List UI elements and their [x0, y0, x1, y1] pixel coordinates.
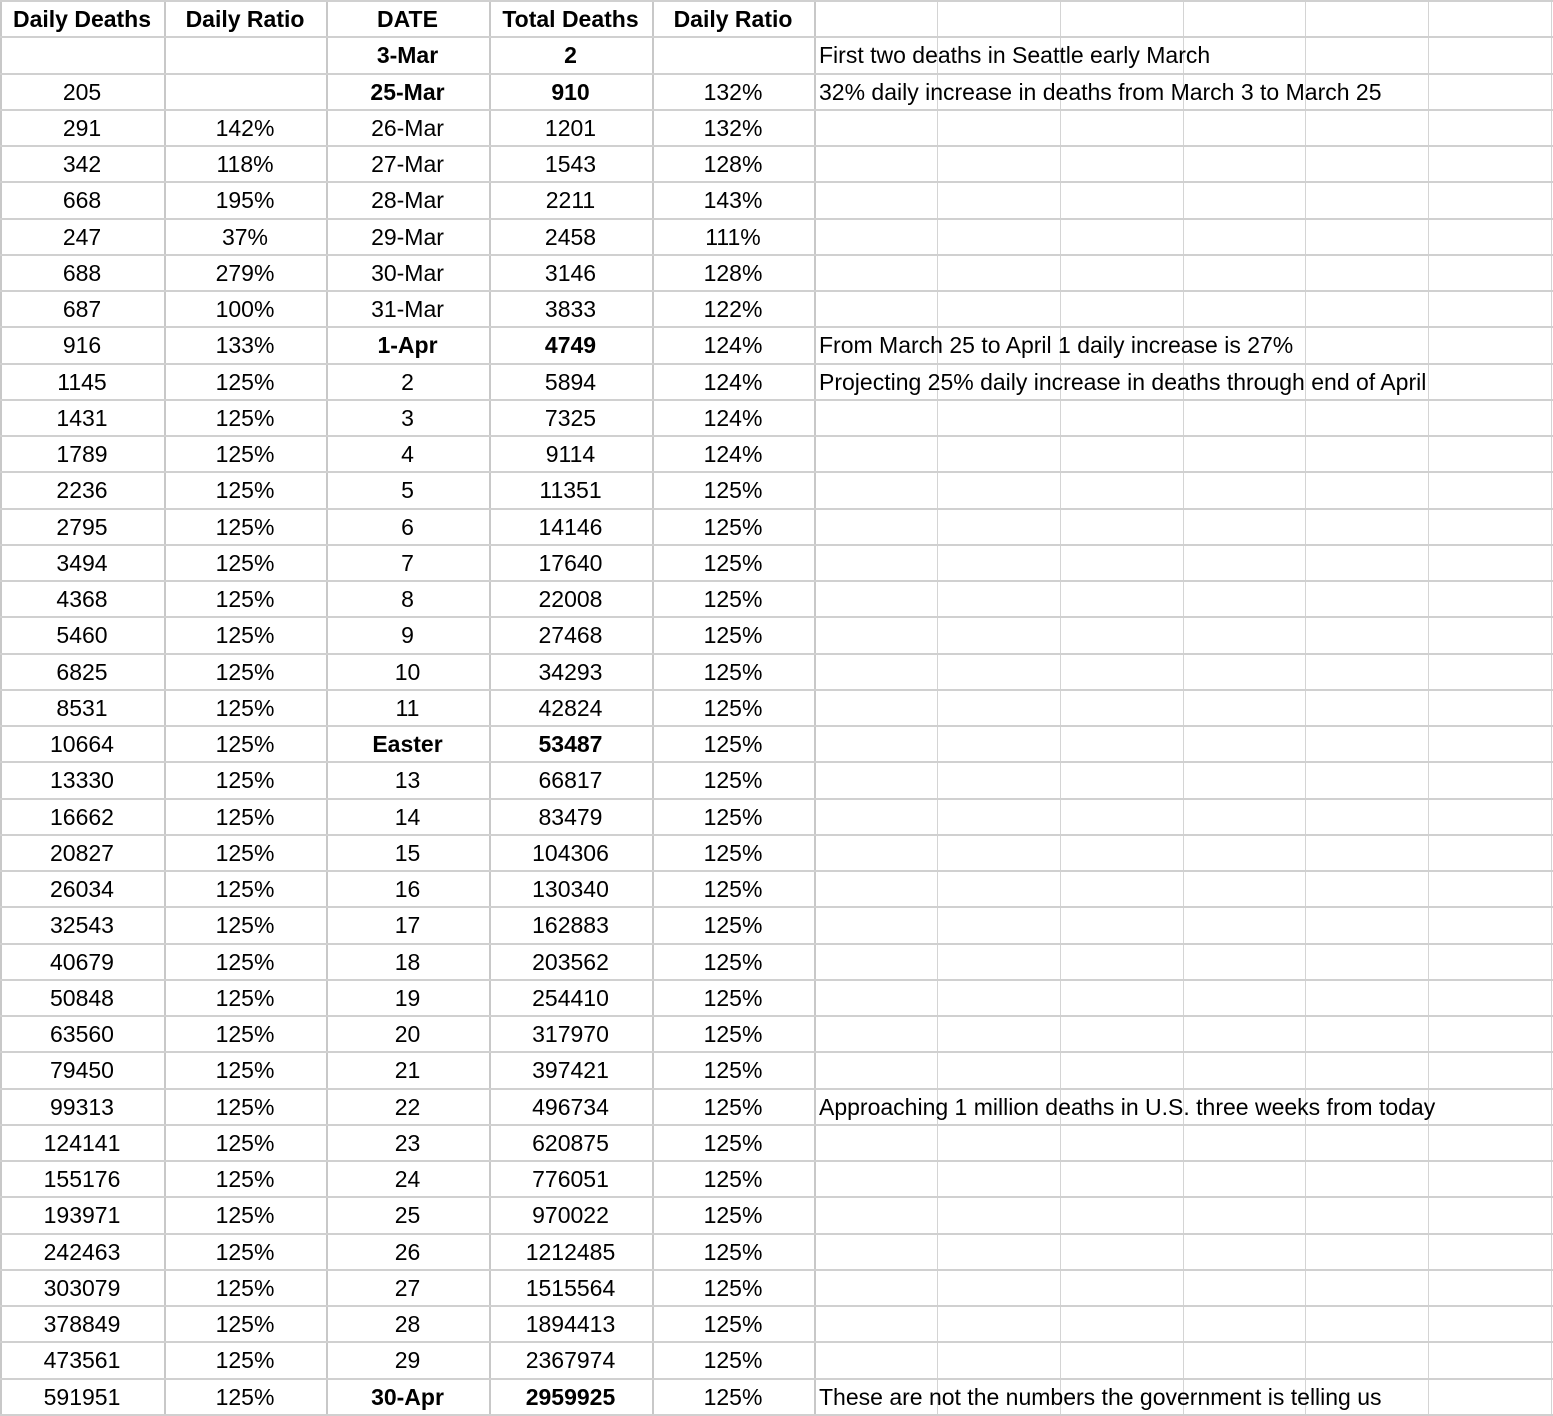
date-cell[interactable]: 3: [401, 405, 414, 431]
daily-ratio-cell[interactable]: 125%: [215, 1130, 275, 1156]
date-cell[interactable]: 31-Mar: [371, 296, 444, 322]
header-daily-deaths[interactable]: Daily Deaths: [12, 6, 152, 32]
daily-ratio-cell[interactable]: 100%: [215, 296, 275, 322]
date-cell[interactable]: 27-Mar: [371, 151, 444, 177]
daily-deaths-cell[interactable]: 40679: [50, 949, 114, 975]
daily-deaths-cell[interactable]: [0, 37, 164, 73]
total-ratio-cell[interactable]: 125%: [703, 586, 763, 612]
daily-deaths-cell[interactable]: 4368: [56, 586, 108, 612]
date-cell[interactable]: 4: [401, 441, 414, 467]
daily-deaths-cell[interactable]: 26034: [50, 876, 114, 902]
daily-deaths-cell[interactable]: 1145: [57, 369, 107, 395]
total-deaths-cell[interactable]: 2959925: [525, 1384, 616, 1410]
total-ratio-cell[interactable]: 132%: [703, 115, 763, 141]
date-cell[interactable]: 28-Mar: [371, 187, 444, 213]
daily-ratio-cell[interactable]: 125%: [215, 1021, 275, 1047]
daily-deaths-cell[interactable]: 342: [62, 151, 102, 177]
daily-deaths-cell[interactable]: 124141: [43, 1130, 121, 1156]
column-gridline: [1060, 0, 1061, 1416]
total-deaths-cell[interactable]: 9114: [545, 441, 596, 467]
total-ratio-cell[interactable]: 128%: [703, 260, 763, 286]
total-deaths-cell[interactable]: 254410: [532, 985, 609, 1011]
total-deaths-cell[interactable]: 14146: [538, 514, 603, 540]
daily-ratio-cell[interactable]: 125%: [215, 1347, 275, 1373]
total-ratio-cell[interactable]: 132%: [703, 79, 763, 105]
total-ratio-cell[interactable]: 125%: [703, 985, 763, 1011]
daily-ratio-cell[interactable]: 125%: [215, 405, 275, 431]
daily-deaths-cell[interactable]: 32543: [50, 912, 114, 938]
total-deaths-cell[interactable]: 7325: [544, 405, 597, 431]
daily-ratio-cell[interactable]: 125%: [215, 1094, 275, 1120]
total-deaths-cell[interactable]: 3146: [544, 260, 597, 286]
daily-ratio-cell[interactable]: 118%: [216, 151, 274, 177]
date-cell[interactable]: 3-Mar: [376, 42, 439, 68]
daily-ratio-cell[interactable]: 125%: [215, 1275, 275, 1301]
daily-deaths-cell[interactable]: 50848: [50, 985, 114, 1011]
total-deaths-cell[interactable]: 4749: [544, 332, 597, 358]
daily-ratio-cell[interactable]: 125%: [215, 949, 275, 975]
total-ratio-cell[interactable]: 125%: [703, 695, 763, 721]
total-deaths-cell[interactable]: 1212485: [525, 1239, 616, 1265]
date-cell[interactable]: 29: [394, 1347, 421, 1373]
date-cell[interactable]: 6: [401, 514, 414, 540]
daily-ratio-cell[interactable]: 125%: [215, 731, 275, 757]
date-cell[interactable]: 29-Mar: [371, 224, 444, 250]
date-cell[interactable]: 25-Mar: [370, 79, 445, 105]
date-cell[interactable]: 26-Mar: [371, 115, 444, 141]
total-deaths-cell[interactable]: 1515564: [525, 1275, 616, 1301]
daily-ratio-cell[interactable]: 133%: [215, 332, 275, 358]
total-ratio-cell[interactable]: 128%: [703, 151, 763, 177]
daily-ratio-cell[interactable]: 125%: [215, 369, 275, 395]
total-ratio-cell[interactable]: 125%: [703, 731, 763, 757]
daily-deaths-cell[interactable]: 205: [62, 79, 102, 105]
daily-ratio-cell[interactable]: 37%: [221, 224, 269, 250]
note-cell[interactable]: Approaching 1 million deaths in U.S. three weeks from today: [819, 1094, 1436, 1120]
daily-deaths-cell[interactable]: 8531: [56, 695, 108, 721]
daily-deaths-cell[interactable]: 16662: [50, 804, 114, 830]
daily-deaths-cell[interactable]: 1431: [56, 405, 108, 431]
daily-deaths-cell[interactable]: 13330: [50, 767, 114, 793]
daily-ratio-cell[interactable]: 125%: [215, 586, 275, 612]
daily-ratio-cell[interactable]: 125%: [215, 695, 275, 721]
total-deaths-cell[interactable]: 317970: [532, 1021, 609, 1047]
column-gridline: [1551, 0, 1552, 1416]
total-ratio-cell[interactable]: 125%: [703, 1094, 763, 1120]
header-daily-ratio[interactable]: Daily Ratio: [185, 6, 305, 32]
daily-ratio-cell[interactable]: 125%: [215, 985, 275, 1011]
daily-ratio-cell[interactable]: 142%: [215, 115, 275, 141]
daily-ratio-cell[interactable]: 125%: [215, 767, 275, 793]
date-cell[interactable]: 17: [394, 912, 421, 938]
daily-ratio-cell[interactable]: 125%: [215, 804, 275, 830]
daily-ratio-cell[interactable]: 125%: [215, 477, 275, 503]
daily-deaths-cell[interactable]: 1789: [56, 441, 108, 467]
daily-ratio-cell[interactable]: 125%: [215, 840, 275, 866]
daily-deaths-cell[interactable]: 155176: [43, 1166, 121, 1192]
daily-ratio-cell[interactable]: 125%: [215, 876, 275, 902]
date-cell[interactable]: 15: [394, 840, 421, 866]
daily-deaths-cell[interactable]: 242463: [43, 1239, 121, 1265]
total-ratio-cell[interactable]: 125%: [703, 1130, 763, 1156]
total-deaths-cell[interactable]: 66817: [538, 767, 603, 793]
total-ratio-cell[interactable]: 125%: [703, 659, 763, 685]
daily-ratio-cell[interactable]: [164, 74, 326, 110]
daily-deaths-cell[interactable]: 291: [62, 115, 102, 141]
daily-ratio-cell[interactable]: 125%: [215, 1239, 275, 1265]
daily-deaths-cell[interactable]: 20827: [50, 840, 114, 866]
total-deaths-cell[interactable]: 970022: [532, 1202, 609, 1228]
daily-deaths-cell[interactable]: 247: [62, 224, 102, 250]
total-deaths-cell[interactable]: 2367974: [525, 1347, 616, 1373]
total-deaths-cell[interactable]: 42824: [538, 695, 603, 721]
total-deaths-cell[interactable]: 11351: [539, 477, 602, 503]
date-cell[interactable]: 5: [401, 477, 414, 503]
total-deaths-cell[interactable]: 1894413: [525, 1311, 616, 1337]
daily-deaths-cell[interactable]: 473561: [43, 1347, 121, 1373]
total-deaths-cell[interactable]: 5894: [544, 369, 597, 395]
total-ratio-cell[interactable]: 125%: [703, 1021, 763, 1047]
daily-deaths-cell[interactable]: 63560: [50, 1021, 114, 1047]
daily-deaths-cell[interactable]: 916: [62, 332, 102, 358]
daily-deaths-cell[interactable]: 303079: [43, 1275, 121, 1301]
date-cell[interactable]: 28: [394, 1311, 421, 1337]
daily-deaths-cell[interactable]: 591951: [43, 1384, 121, 1410]
daily-deaths-cell[interactable]: 378849: [43, 1311, 121, 1337]
total-ratio-cell[interactable]: 125%: [703, 1311, 763, 1337]
daily-ratio-cell[interactable]: 125%: [215, 1202, 275, 1228]
daily-deaths-cell[interactable]: 5460: [56, 622, 108, 648]
daily-ratio-cell[interactable]: 125%: [215, 441, 275, 467]
total-ratio-cell[interactable]: 124%: [703, 405, 763, 431]
date-cell[interactable]: Easter: [372, 731, 443, 757]
date-cell[interactable]: 2: [401, 369, 414, 395]
daily-deaths-cell[interactable]: 99313: [50, 1094, 114, 1120]
note-cell[interactable]: From March 25 to April 1 daily increase is 27%: [819, 332, 1294, 358]
daily-deaths-cell[interactable]: 2236: [56, 477, 108, 503]
note-cell[interactable]: Projecting 25% daily increase in deaths through end of April: [819, 369, 1427, 395]
total-ratio-cell[interactable]: [652, 37, 814, 73]
daily-ratio-cell[interactable]: 125%: [215, 1311, 275, 1337]
date-cell[interactable]: 30-Mar: [371, 260, 444, 286]
total-ratio-cell[interactable]: 125%: [703, 1275, 763, 1301]
total-deaths-cell[interactable]: 162883: [532, 912, 609, 938]
total-deaths-cell[interactable]: 2211: [545, 187, 596, 213]
total-ratio-cell[interactable]: 124%: [703, 369, 763, 395]
total-ratio-cell[interactable]: 125%: [703, 477, 763, 503]
date-cell[interactable]: 1-Apr: [377, 332, 438, 358]
daily-ratio-cell[interactable]: 125%: [215, 514, 275, 540]
column-gridline: [1183, 0, 1184, 1416]
date-cell[interactable]: 26: [394, 1239, 421, 1265]
daily-ratio-cell[interactable]: 125%: [215, 912, 275, 938]
daily-deaths-cell[interactable]: 193971: [43, 1202, 121, 1228]
column-gridline: [1305, 0, 1306, 1416]
date-cell[interactable]: 27: [394, 1275, 421, 1301]
total-deaths-cell[interactable]: 776051: [532, 1166, 609, 1192]
header-date[interactable]: DATE: [377, 6, 438, 32]
total-ratio-cell[interactable]: 143%: [703, 187, 763, 213]
date-cell[interactable]: 21: [394, 1057, 421, 1083]
daily-ratio-cell[interactable]: 125%: [215, 1057, 275, 1083]
total-ratio-cell[interactable]: 125%: [703, 912, 763, 938]
daily-ratio-cell[interactable]: 125%: [215, 550, 275, 576]
total-ratio-cell[interactable]: 125%: [703, 550, 763, 576]
daily-deaths-cell[interactable]: 2795: [56, 514, 108, 540]
date-cell[interactable]: 8: [401, 586, 414, 612]
total-deaths-cell[interactable]: 22008: [538, 586, 603, 612]
column-gridline: [1428, 0, 1429, 1416]
header-total-deaths[interactable]: Total Deaths: [502, 6, 639, 32]
total-ratio-cell[interactable]: 124%: [703, 332, 763, 358]
total-deaths-cell[interactable]: 17640: [538, 550, 603, 576]
date-cell[interactable]: 23: [394, 1130, 421, 1156]
date-cell[interactable]: 30-Apr: [371, 1384, 444, 1410]
daily-ratio-cell[interactable]: [164, 37, 326, 73]
note-cell[interactable]: These are not the numbers the government is telling us: [819, 1384, 1382, 1410]
note-cell[interactable]: First two deaths in Seattle early March: [819, 42, 1211, 68]
total-deaths-cell[interactable]: 130340: [532, 876, 609, 902]
total-ratio-cell[interactable]: 125%: [703, 1202, 763, 1228]
date-cell[interactable]: 20: [394, 1021, 421, 1047]
daily-ratio-cell[interactable]: 279%: [215, 260, 275, 286]
date-cell[interactable]: 22: [394, 1094, 421, 1120]
date-cell[interactable]: 19: [394, 985, 421, 1011]
total-deaths-cell[interactable]: 53487: [538, 731, 603, 757]
daily-deaths-cell[interactable]: 10664: [50, 731, 114, 757]
total-ratio-cell[interactable]: 125%: [703, 767, 763, 793]
header-total-ratio[interactable]: Daily Ratio: [673, 6, 793, 32]
total-ratio-cell[interactable]: 124%: [703, 441, 763, 467]
date-cell[interactable]: 9: [401, 622, 414, 648]
daily-deaths-cell[interactable]: 3494: [56, 550, 108, 576]
total-ratio-cell[interactable]: 111%: [705, 224, 761, 250]
date-cell[interactable]: 10: [394, 659, 421, 685]
total-ratio-cell[interactable]: 125%: [703, 949, 763, 975]
total-ratio-cell[interactable]: 125%: [703, 804, 763, 830]
column-gridline: [814, 0, 816, 1416]
total-ratio-cell[interactable]: 125%: [703, 1057, 763, 1083]
total-deaths-cell[interactable]: 2458: [544, 224, 597, 250]
date-cell[interactable]: 25: [394, 1202, 421, 1228]
total-ratio-cell[interactable]: 125%: [703, 622, 763, 648]
daily-deaths-cell[interactable]: 687: [62, 296, 102, 322]
total-deaths-cell[interactable]: 104306: [532, 840, 609, 866]
date-cell[interactable]: 24: [394, 1166, 421, 1192]
date-cell[interactable]: 18: [394, 949, 421, 975]
total-deaths-cell[interactable]: 496734: [532, 1094, 609, 1120]
total-deaths-cell[interactable]: 34293: [538, 659, 603, 685]
daily-deaths-cell[interactable]: 688: [62, 260, 102, 286]
daily-deaths-cell[interactable]: 79450: [50, 1057, 114, 1083]
total-deaths-cell[interactable]: 1201: [544, 115, 597, 141]
total-ratio-cell[interactable]: 125%: [703, 1347, 763, 1373]
total-ratio-cell[interactable]: 125%: [703, 876, 763, 902]
total-ratio-cell[interactable]: 125%: [703, 514, 763, 540]
total-ratio-cell[interactable]: 125%: [703, 1166, 763, 1192]
total-ratio-cell[interactable]: 125%: [703, 1384, 763, 1410]
daily-ratio-cell[interactable]: 125%: [215, 622, 275, 648]
daily-deaths-cell[interactable]: 668: [62, 187, 102, 213]
daily-ratio-cell[interactable]: 125%: [215, 1166, 275, 1192]
total-deaths-cell[interactable]: 1543: [544, 151, 597, 177]
total-deaths-cell[interactable]: 83479: [538, 804, 603, 830]
date-cell[interactable]: 14: [394, 804, 421, 830]
column-gridline: [937, 0, 938, 1416]
date-cell[interactable]: 16: [394, 876, 421, 902]
total-deaths-cell[interactable]: 203562: [532, 949, 609, 975]
total-deaths-cell[interactable]: 910: [551, 79, 590, 105]
daily-deaths-cell[interactable]: 6825: [56, 659, 108, 685]
total-deaths-cell[interactable]: 2: [564, 42, 577, 68]
total-deaths-cell[interactable]: 27468: [538, 622, 603, 648]
total-deaths-cell[interactable]: 397421: [532, 1057, 609, 1083]
daily-ratio-cell[interactable]: 125%: [215, 659, 275, 685]
total-ratio-cell[interactable]: 122%: [703, 296, 763, 322]
total-ratio-cell[interactable]: 125%: [703, 1239, 763, 1265]
total-deaths-cell[interactable]: 620875: [532, 1130, 609, 1156]
date-cell[interactable]: 7: [401, 550, 414, 576]
date-cell[interactable]: 11: [395, 695, 420, 721]
date-cell[interactable]: 13: [394, 767, 421, 793]
note-cell[interactable]: 32% daily increase in deaths from March 3 to March 25: [819, 79, 1382, 105]
daily-ratio-cell[interactable]: 195%: [215, 187, 275, 213]
daily-ratio-cell[interactable]: 125%: [215, 1384, 275, 1410]
total-ratio-cell[interactable]: 125%: [703, 840, 763, 866]
total-deaths-cell[interactable]: 3833: [544, 296, 597, 322]
